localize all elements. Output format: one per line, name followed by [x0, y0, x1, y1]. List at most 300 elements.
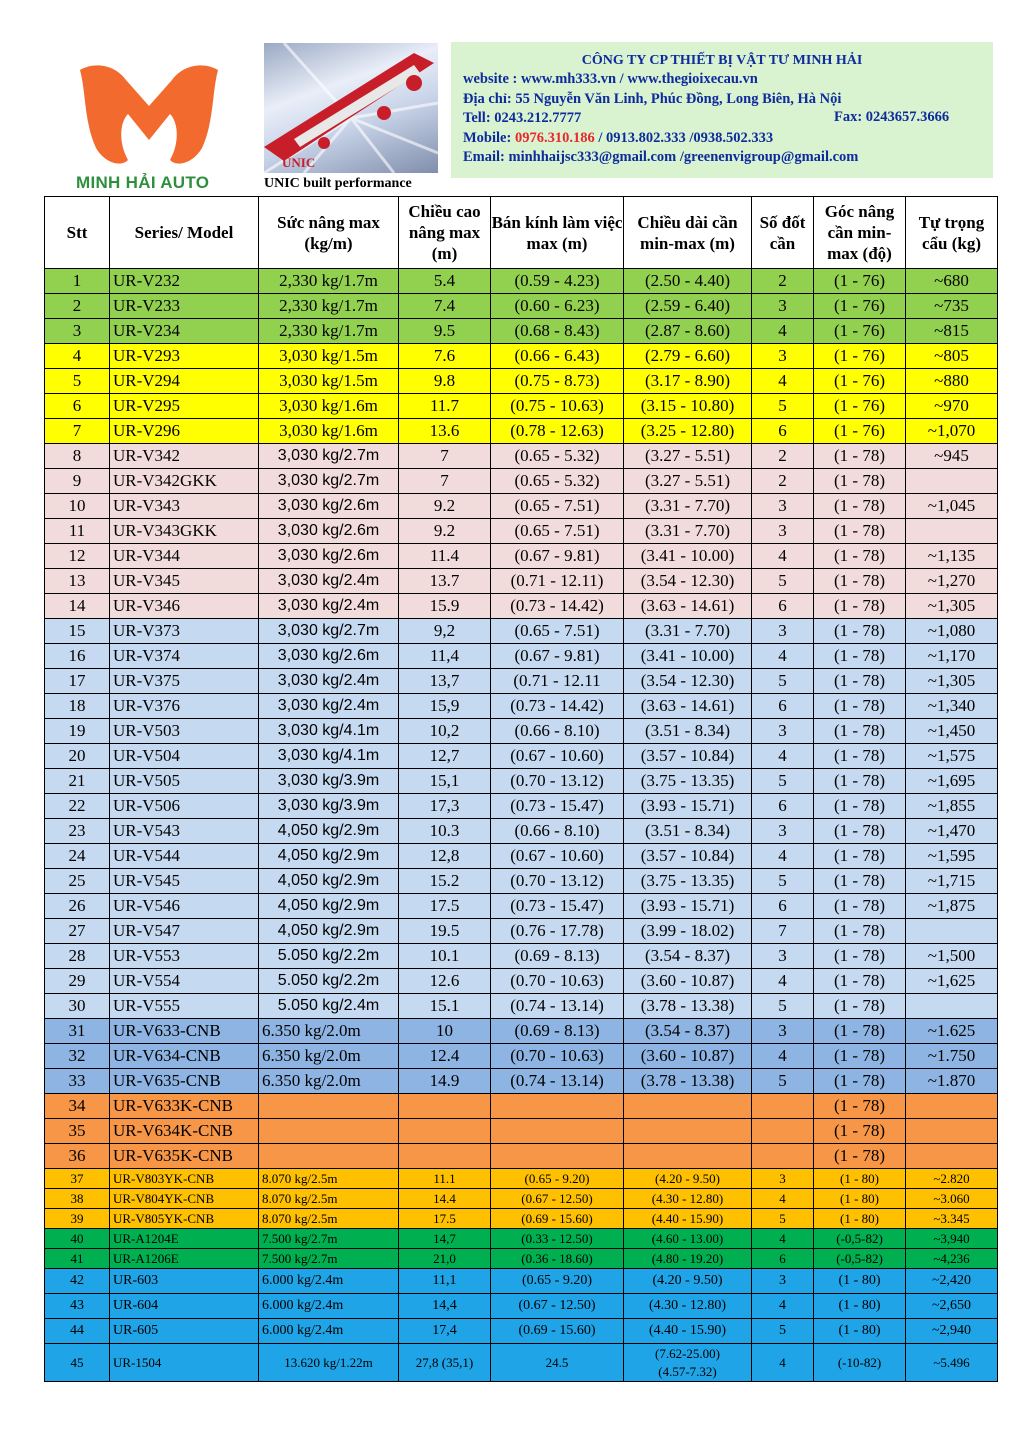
cell-angle: (1 - 80) [814, 1189, 906, 1209]
cell-angle: (1 - 78) [814, 944, 906, 969]
cell-sections: 5 [752, 994, 814, 1019]
cell-weight: ~1,270 [906, 569, 998, 594]
cell-angle: (1 - 78) [814, 794, 906, 819]
cell-cap: 4,050 kg/2.9m [259, 894, 399, 919]
header-radius: Bán kính làm việc max (m) [491, 197, 624, 269]
cell-cap: 3,030 kg/2.7m [259, 444, 399, 469]
cell-radius: (0.70 - 10.63) [491, 969, 624, 994]
cell-boom: (3.63 - 14.61) [624, 694, 752, 719]
cell-cap: 3,030 kg/2.4m [259, 569, 399, 594]
cell-model: UR-V634-CNB [110, 1044, 259, 1069]
cell-height: 14,7 [399, 1229, 491, 1249]
cell-model: UR-V234 [110, 319, 259, 344]
cell-stt: 39 [45, 1209, 110, 1229]
cell-radius: (0.33 - 12.50) [491, 1229, 624, 1249]
cell-radius: (0.75 - 8.73) [491, 369, 624, 394]
cell-model: UR-A1204E [110, 1229, 259, 1249]
cell-stt: 24 [45, 844, 110, 869]
table-row [45, 1044, 998, 1069]
brand-name: MINH HẢI AUTO [76, 173, 210, 192]
cell-weight: ~4,236 [906, 1249, 998, 1269]
cell-height: 17,3 [399, 794, 491, 819]
cell-stt: 6 [45, 394, 110, 419]
cell-weight: ~1.750 [906, 1044, 998, 1069]
cell-angle: (1 - 76) [814, 294, 906, 319]
cell-weight: ~1,500 [906, 944, 998, 969]
email[interactable]: Email: minhhaijsc333@gmail.com /greenenvigroup@gmail.com [463, 149, 859, 166]
cell-boom: (3.31 - 7.70) [624, 494, 752, 519]
cell-stt: 16 [45, 644, 110, 669]
cell-radius: (0.65 - 5.32) [491, 444, 624, 469]
cell-sections [752, 1119, 814, 1144]
cell-sections: 4 [752, 369, 814, 394]
cell-boom: (3.60 - 10.87) [624, 1044, 752, 1069]
cell-height: 12.6 [399, 969, 491, 994]
cell-cap: 6.350 kg/2.0m [259, 1044, 399, 1069]
mobile-label: Mobile: [463, 129, 515, 146]
cell-height: 9.2 [399, 519, 491, 544]
cell-boom: (3.63 - 14.61) [624, 594, 752, 619]
logo-mark-icon [74, 62, 224, 174]
cell-angle: (1 - 76) [814, 419, 906, 444]
cell-boom: (3.54 - 12.30) [624, 569, 752, 594]
cell-model: UR-V805YK-CNB [110, 1209, 259, 1229]
cell-stt: 23 [45, 819, 110, 844]
cell-model: UR-V555 [110, 994, 259, 1019]
table-row [45, 644, 998, 669]
cell-weight: ~1,340 [906, 694, 998, 719]
cell-cap [259, 1144, 399, 1169]
mobile [463, 129, 993, 148]
cell-model: UR-V803YK-CNB [110, 1169, 259, 1189]
table-row [45, 469, 998, 494]
cell-cap: 3,030 kg/2.7m [259, 469, 399, 494]
cell-stt: 35 [45, 1119, 110, 1144]
table-row [45, 1119, 998, 1144]
table-row [45, 994, 998, 1019]
cell-sections: 3 [752, 294, 814, 319]
cell-cap: 4,050 kg/2.9m [259, 819, 399, 844]
cell-sections: 6 [752, 894, 814, 919]
cell-boom: (3.93 - 15.71) [624, 794, 752, 819]
cell-boom [624, 1344, 752, 1382]
cell-angle: (1 - 78) [814, 769, 906, 794]
cell-radius: (0.69 - 8.13) [491, 1019, 624, 1044]
cell-stt: 11 [45, 519, 110, 544]
cell-height: 14.4 [399, 1189, 491, 1209]
mobile-others: / 0913.802.333 /0938.502.333 [594, 129, 774, 146]
cell-weight: ~1,695 [906, 769, 998, 794]
cell-height: 15.9 [399, 594, 491, 619]
cell-cap: 3,030 kg/4.1m [259, 744, 399, 769]
table-row [45, 844, 998, 869]
table-row [45, 519, 998, 544]
table-row [45, 1269, 998, 1294]
cell-angle: (1 - 80) [814, 1269, 906, 1294]
cell-weight: ~2,650 [906, 1294, 998, 1319]
cell-stt: 3 [45, 319, 110, 344]
cell-angle: (-0,5-82) [814, 1229, 906, 1249]
cell-boom [624, 1144, 752, 1169]
table-row [45, 669, 998, 694]
cell-model: UR-V544 [110, 844, 259, 869]
cell-model: UR-V373 [110, 619, 259, 644]
cell-weight: ~3.345 [906, 1209, 998, 1229]
cell-angle: (1 - 76) [814, 394, 906, 419]
cell-radius: (0.69 - 15.60) [491, 1209, 624, 1229]
cell-stt: 20 [45, 744, 110, 769]
cell-sections: 5 [752, 1069, 814, 1094]
cell-height: 11.4 [399, 544, 491, 569]
cell-height: 15,1 [399, 769, 491, 794]
cell-angle: (1 - 78) [814, 1069, 906, 1094]
cell-stt: 41 [45, 1249, 110, 1269]
cell-angle: (1 - 76) [814, 269, 906, 294]
cell-height: 13.6 [399, 419, 491, 444]
table-row [45, 1189, 998, 1209]
cell-boom: (3.54 - 8.37) [624, 944, 752, 969]
cell-cap: 6.000 kg/2.4m [259, 1319, 399, 1344]
crane-spec-table [44, 196, 998, 1382]
cell-boom: (3.93 - 15.71) [624, 894, 752, 919]
cell-height: 11,1 [399, 1269, 491, 1294]
cell-height: 9,2 [399, 619, 491, 644]
cell-cap: 3,030 kg/2.6m [259, 644, 399, 669]
table-row [45, 1319, 998, 1344]
cell-stt: 7 [45, 419, 110, 444]
cell-weight: ~1,305 [906, 594, 998, 619]
cell-model: UR-A1206E [110, 1249, 259, 1269]
cell-model: UR-V804YK-CNB [110, 1189, 259, 1209]
cell-radius: (0.73 - 15.47) [491, 794, 624, 819]
cell-model: UR-V342 [110, 444, 259, 469]
cell-stt: 18 [45, 694, 110, 719]
cell-stt: 10 [45, 494, 110, 519]
cell-boom: (4.30 - 12.80) [624, 1294, 752, 1319]
cell-weight: ~1,080 [906, 619, 998, 644]
cell-radius: (0.67 - 10.60) [491, 744, 624, 769]
table-row [45, 819, 998, 844]
cell-radius: 24.5 [491, 1344, 624, 1382]
table-row [45, 694, 998, 719]
cell-stt: 1 [45, 269, 110, 294]
cell-cap: 7.500 kg/2.7m [259, 1249, 399, 1269]
cell-radius: (0.70 - 10.63) [491, 1044, 624, 1069]
cell-cap: 3,030 kg/2.7m [259, 619, 399, 644]
cell-boom: (4.60 - 13.00) [624, 1229, 752, 1249]
cell-weight: ~1,625 [906, 969, 998, 994]
cell-stt: 19 [45, 719, 110, 744]
cell-stt: 2 [45, 294, 110, 319]
cell-cap: 2,330 kg/1.7m [259, 294, 399, 319]
table-row [45, 1209, 998, 1229]
cell-weight: ~3.060 [906, 1189, 998, 1209]
cell-boom: (3.60 - 10.87) [624, 969, 752, 994]
cell-model: UR-V545 [110, 869, 259, 894]
cell-cap: 3,030 kg/3.9m [259, 794, 399, 819]
cell-stt: 36 [45, 1144, 110, 1169]
cell-model: UR-V553 [110, 944, 259, 969]
cell-angle: (1 - 78) [814, 994, 906, 1019]
cell-height: 7.4 [399, 294, 491, 319]
cell-weight: ~1,450 [906, 719, 998, 744]
cell-weight [906, 469, 998, 494]
table-row [45, 369, 998, 394]
cell-model: UR-V374 [110, 644, 259, 669]
cell-height: 5.4 [399, 269, 491, 294]
cell-weight: ~2,940 [906, 1319, 998, 1344]
telephone: Tell: 0243.212.7777 [463, 110, 582, 127]
cell-cap: 6.350 kg/2.0m [259, 1069, 399, 1094]
cell-weight: ~805 [906, 344, 998, 369]
cell-stt: 31 [45, 1019, 110, 1044]
cell-sections: 4 [752, 1044, 814, 1069]
table-row [45, 319, 998, 344]
header-capacity: Sức nâng max (kg/m) [259, 197, 399, 269]
cell-sections: 6 [752, 794, 814, 819]
cell-height: 9.5 [399, 319, 491, 344]
cell-weight: ~1,170 [906, 644, 998, 669]
cell-angle: (1 - 78) [814, 819, 906, 844]
cell-weight [906, 994, 998, 1019]
cell-height: 15.2 [399, 869, 491, 894]
cell-angle: (1 - 78) [814, 869, 906, 894]
cell-stt: 15 [45, 619, 110, 644]
cell-radius: (0.68 - 8.43) [491, 319, 624, 344]
cell-stt: 25 [45, 869, 110, 894]
cell-height: 21,0 [399, 1249, 491, 1269]
header-sections: Số đốt cần [752, 197, 814, 269]
cell-sections: 4 [752, 1294, 814, 1319]
cell-sections: 3 [752, 719, 814, 744]
table-row [45, 1229, 998, 1249]
cell-boom: (3.31 - 7.70) [624, 519, 752, 544]
cell-stt: 42 [45, 1269, 110, 1294]
cell-radius: (0.69 - 8.13) [491, 944, 624, 969]
cell-sections: 6 [752, 419, 814, 444]
cell-cap: 2,330 kg/1.7m [259, 269, 399, 294]
cell-stt: 12 [45, 544, 110, 569]
cell-cap: 3,030 kg/2.6m [259, 544, 399, 569]
header-boom-length: Chiều dài cần min-max (m) [624, 197, 752, 269]
cell-sections: 2 [752, 269, 814, 294]
cell-sections: 3 [752, 1019, 814, 1044]
cell-cap: 3,030 kg/1.6m [259, 419, 399, 444]
cell-boom: (3.41 - 10.00) [624, 644, 752, 669]
cell-angle: (1 - 78) [814, 669, 906, 694]
table-row [45, 969, 998, 994]
cell-radius: (0.67 - 9.81) [491, 644, 624, 669]
cell-angle: (1 - 78) [814, 744, 906, 769]
cell-boom: (2.87 - 8.60) [624, 319, 752, 344]
cell-stt: 28 [45, 944, 110, 969]
cell-angle: (1 - 78) [814, 1094, 906, 1119]
cell-angle: (1 - 78) [814, 444, 906, 469]
table-row [45, 544, 998, 569]
cell-height: 12,7 [399, 744, 491, 769]
cell-boom: (3.51 - 8.34) [624, 819, 752, 844]
table-row [45, 1344, 998, 1382]
cell-boom: (4.40 - 15.90) [624, 1319, 752, 1344]
cell-cap: 3,030 kg/2.6m [259, 519, 399, 544]
cell-boom: (2.50 - 4.40) [624, 269, 752, 294]
cell-weight: ~3,940 [906, 1229, 998, 1249]
table-row [45, 1144, 998, 1169]
cell-weight: ~1,070 [906, 419, 998, 444]
cell-angle: (1 - 78) [814, 544, 906, 569]
cell-sections: 5 [752, 569, 814, 594]
cell-stt: 29 [45, 969, 110, 994]
cell-sections: 3 [752, 619, 814, 644]
cell-model: UR-603 [110, 1269, 259, 1294]
cell-sections: 3 [752, 1269, 814, 1294]
cell-stt: 44 [45, 1319, 110, 1344]
cell-model: UR-V503 [110, 719, 259, 744]
cell-height: 17.5 [399, 894, 491, 919]
cell-weight [906, 519, 998, 544]
cell-cap: 4,050 kg/2.9m [259, 869, 399, 894]
cell-boom: (3.57 - 10.84) [624, 844, 752, 869]
cell-boom: (3.99 - 18.02) [624, 919, 752, 944]
cell-weight: ~1,715 [906, 869, 998, 894]
table-row [45, 794, 998, 819]
cell-model: UR-V232 [110, 269, 259, 294]
photo-caption: UNIC built performance [264, 176, 412, 191]
cell-angle: (1 - 78) [814, 969, 906, 994]
cell-radius: (0.74 - 13.14) [491, 994, 624, 1019]
cell-angle: (1 - 80) [814, 1294, 906, 1319]
cell-boom: (3.75 - 13.35) [624, 769, 752, 794]
cell-weight [906, 919, 998, 944]
cell-weight: ~1,595 [906, 844, 998, 869]
cell-cap: 3,030 kg/2.4m [259, 694, 399, 719]
cell-stt: 34 [45, 1094, 110, 1119]
cell-height: 10,2 [399, 719, 491, 744]
cell-cap: 3,030 kg/3.9m [259, 769, 399, 794]
cell-height: 15.1 [399, 994, 491, 1019]
cell-height: 14,4 [399, 1294, 491, 1319]
cell-boom: (3.25 - 12.80) [624, 419, 752, 444]
header-weight: Tự trọng cẩu (kg) [906, 197, 998, 269]
mobile-primary: 0976.310.186 [514, 129, 595, 146]
cell-radius: (0.65 - 9.20) [491, 1269, 624, 1294]
cell-weight: ~2,420 [906, 1269, 998, 1294]
cell-angle: (1 - 76) [814, 369, 906, 394]
photo-label: UNIC [282, 155, 316, 170]
cell-height: 11,4 [399, 644, 491, 669]
cell-cap: 6.000 kg/2.4m [259, 1269, 399, 1294]
table-row [45, 719, 998, 744]
header-height: Chiều cao nâng max (m) [399, 197, 491, 269]
cell-angle: (1 - 78) [814, 844, 906, 869]
cell-cap: 13.620 kg/1.22m [259, 1344, 399, 1382]
cell-weight: ~680 [906, 269, 998, 294]
cell-weight: ~1.870 [906, 1069, 998, 1094]
cell-boom: (4.30 - 12.80) [624, 1189, 752, 1209]
cell-weight: ~815 [906, 319, 998, 344]
cell-sections: 3 [752, 819, 814, 844]
cell-stt: 33 [45, 1069, 110, 1094]
cell-cap: 3,030 kg/2.6m [259, 494, 399, 519]
cell-model: UR-V296 [110, 419, 259, 444]
cell-model: UR-V343GKK [110, 519, 259, 544]
table-row [45, 619, 998, 644]
cell-height: 7 [399, 444, 491, 469]
cell-model: UR-V344 [110, 544, 259, 569]
cell-angle: (1 - 78) [814, 1144, 906, 1169]
cell-height: 7.6 [399, 344, 491, 369]
cell-stt: 21 [45, 769, 110, 794]
cell-angle: (1 - 78) [814, 694, 906, 719]
table-row [45, 769, 998, 794]
table-row [45, 1094, 998, 1119]
cell-boom: (3.57 - 10.84) [624, 744, 752, 769]
cell-sections: 4 [752, 1229, 814, 1249]
cell-model: UR-V633K-CNB [110, 1094, 259, 1119]
cell-weight: ~1,855 [906, 794, 998, 819]
cell-weight: ~1,875 [906, 894, 998, 919]
cell-height: 15,9 [399, 694, 491, 719]
cell-boom: (3.54 - 12.30) [624, 669, 752, 694]
cell-cap: 5.050 kg/2.2m [259, 944, 399, 969]
cell-stt: 37 [45, 1169, 110, 1189]
cell-model: UR-V294 [110, 369, 259, 394]
table-row [45, 269, 998, 294]
cell-weight: ~1,305 [906, 669, 998, 694]
cell-angle: (1 - 78) [814, 494, 906, 519]
cell-radius: (0.70 - 13.12) [491, 769, 624, 794]
cell-boom [624, 1094, 752, 1119]
cell-height: 9.8 [399, 369, 491, 394]
cell-cap: 6.000 kg/2.4m [259, 1294, 399, 1319]
cell-model: UR-V342GKK [110, 469, 259, 494]
crane-image-icon [264, 43, 438, 173]
cell-weight: ~1.625 [906, 1019, 998, 1044]
cell-radius: (0.66 - 6.43) [491, 344, 624, 369]
cell-radius: (0.59 - 4.23) [491, 269, 624, 294]
table-row [45, 394, 998, 419]
cell-sections: 4 [752, 544, 814, 569]
cell-radius: (0.73 - 14.42) [491, 594, 624, 619]
cell-angle: (1 - 78) [814, 469, 906, 494]
cell-stt: 40 [45, 1229, 110, 1249]
cell-stt: 9 [45, 469, 110, 494]
cell-sections [752, 1094, 814, 1119]
cell-sections: 3 [752, 494, 814, 519]
cell-model: UR-V546 [110, 894, 259, 919]
cell-stt: 38 [45, 1189, 110, 1209]
cell-radius: (0.73 - 15.47) [491, 894, 624, 919]
cell-model: UR-V635-CNB [110, 1069, 259, 1094]
website[interactable]: website : www.mh333.vn / www.thegioixecau.vn [463, 71, 758, 88]
cell-height [399, 1119, 491, 1144]
cell-height: 11.1 [399, 1169, 491, 1189]
cell-cap: 8.070 kg/2.5m [259, 1169, 399, 1189]
cell-angle: (1 - 78) [814, 594, 906, 619]
cell-weight: ~5.496 [906, 1344, 998, 1382]
cell-radius: (0.36 - 18.60) [491, 1249, 624, 1269]
table-row [45, 1169, 998, 1189]
cell-angle: (1 - 78) [814, 1044, 906, 1069]
cell-radius: (0.65 - 7.51) [491, 619, 624, 644]
header-stt: Stt [45, 197, 110, 269]
cell-model: UR-604 [110, 1294, 259, 1319]
cell-radius: (0.65 - 7.51) [491, 519, 624, 544]
cell-sections: 3 [752, 344, 814, 369]
cell-model: UR-V543 [110, 819, 259, 844]
cell-stt: 14 [45, 594, 110, 619]
cell-height: 27,8 (35,1) [399, 1344, 491, 1382]
